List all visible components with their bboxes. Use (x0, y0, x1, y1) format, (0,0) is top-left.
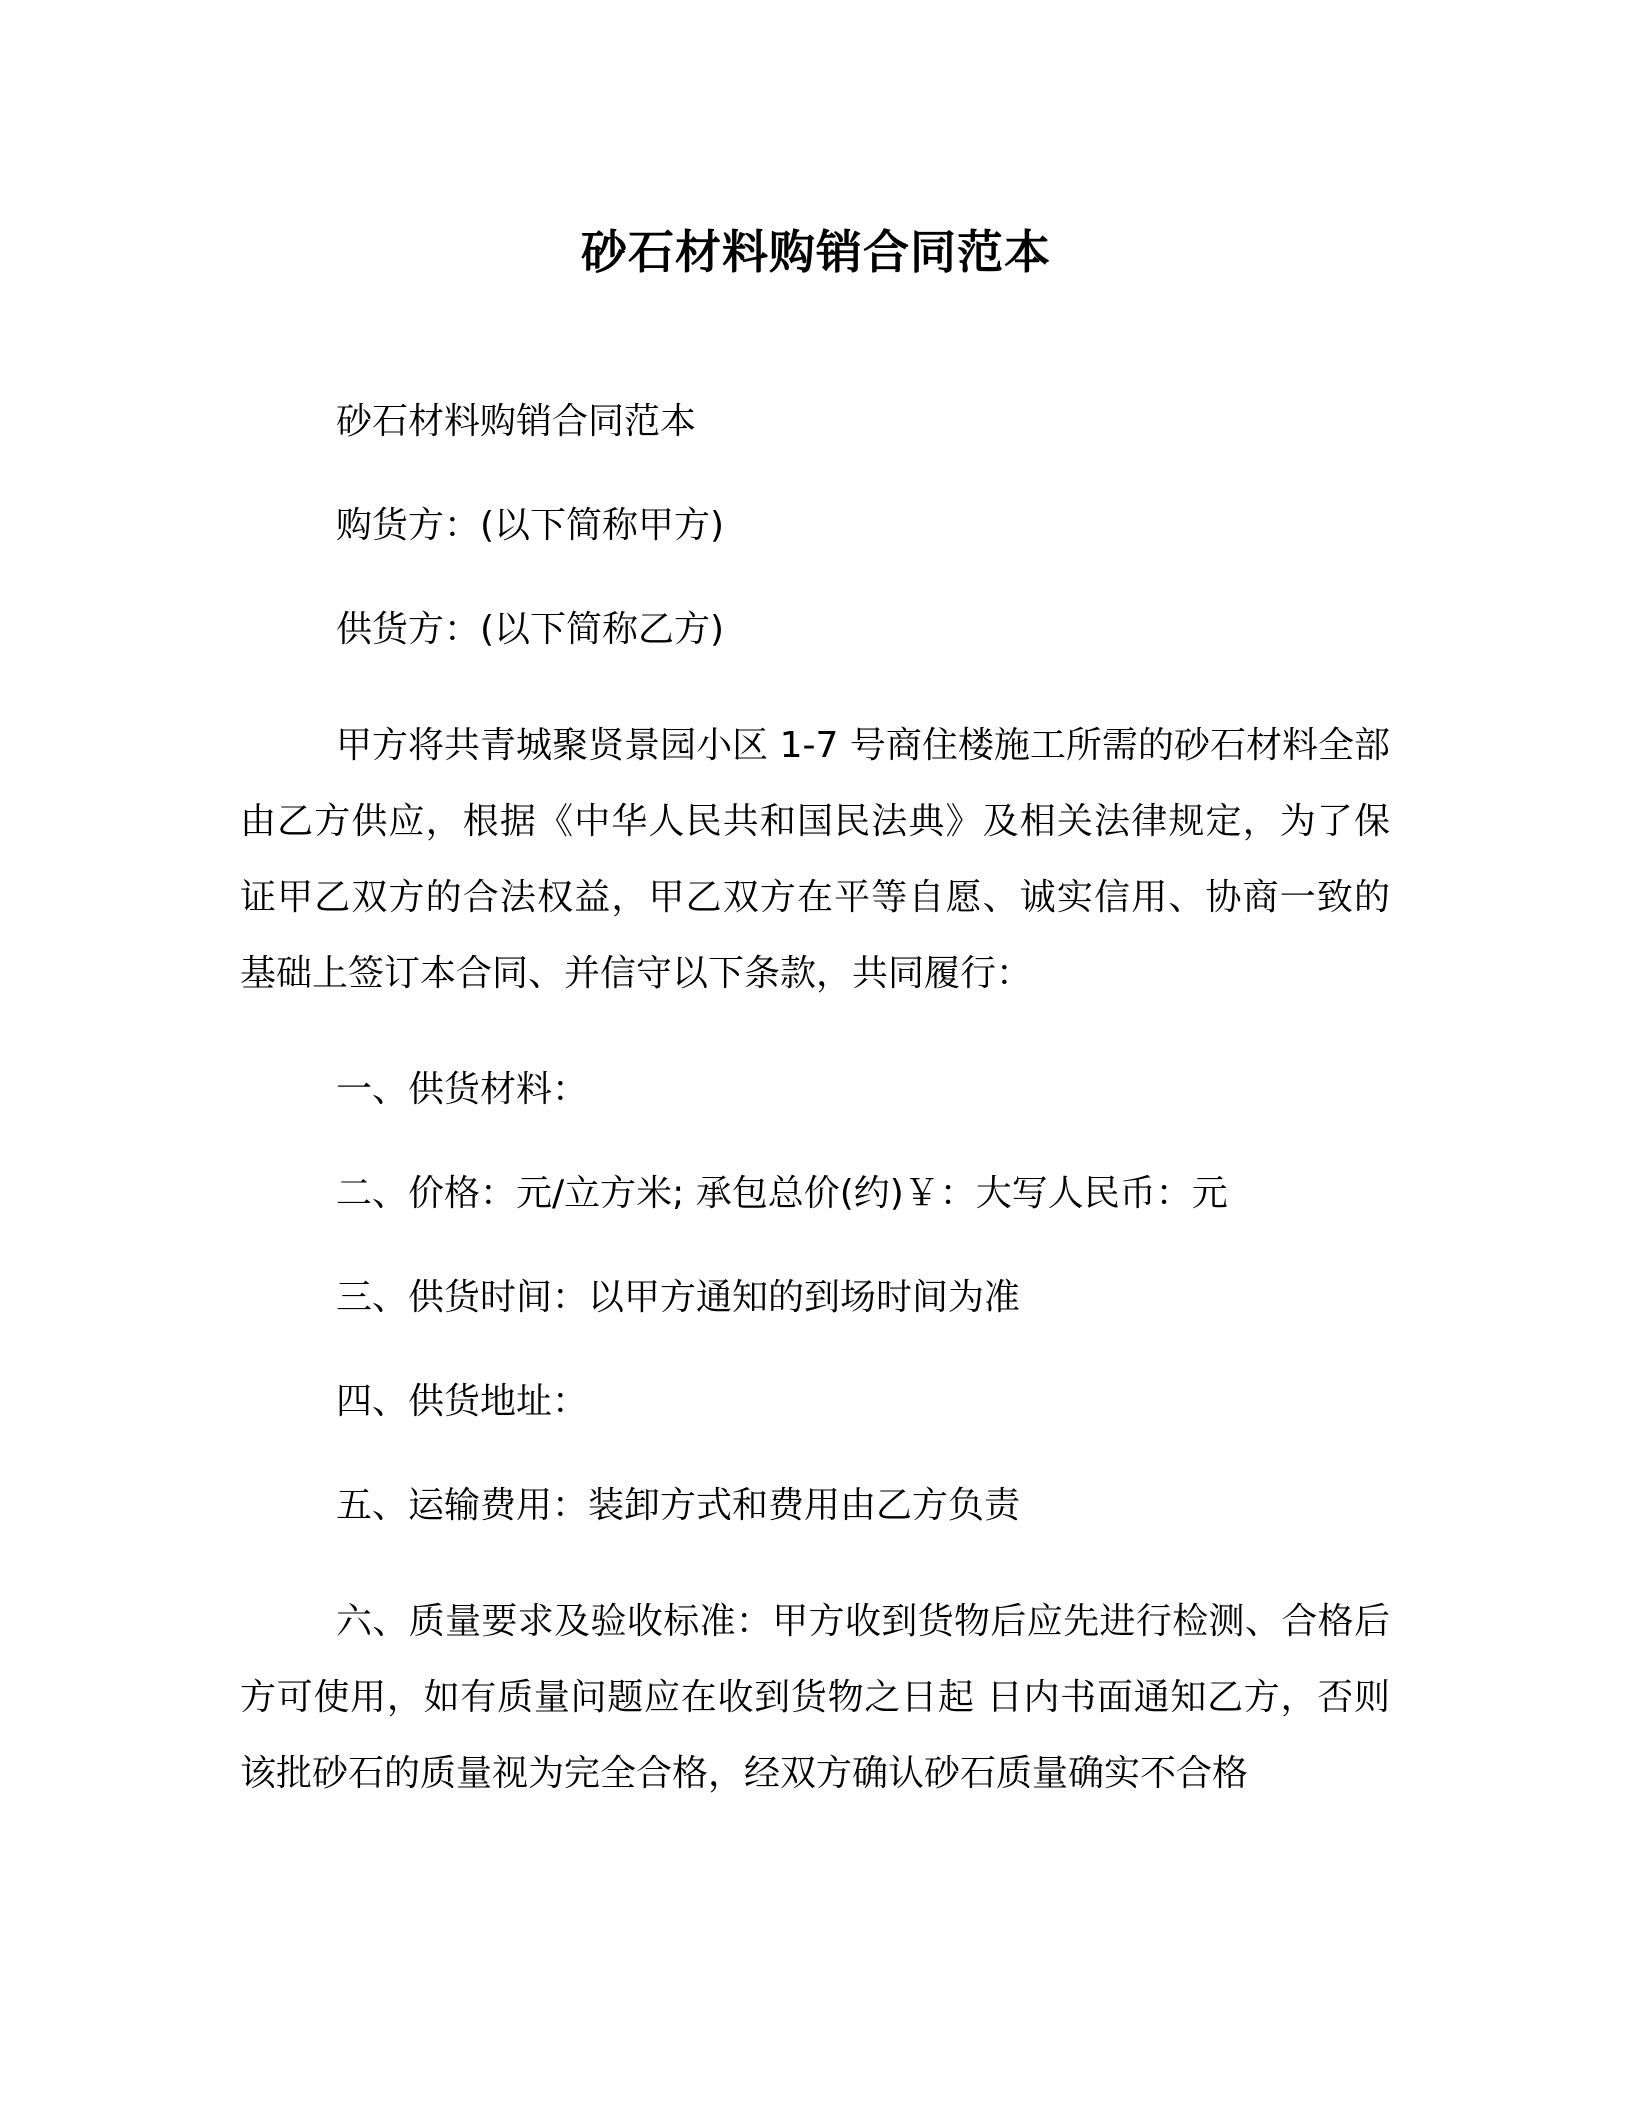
subtitle-line: 砂石材料购销合同范本 (336, 401, 697, 442)
document-body (240, 396, 1390, 1864)
clause-2: 二、价格：元/立方米; 承包总价(约)￥：大写人民币：元 (336, 1173, 1228, 1214)
intro-paragraph: 甲方将共青城聚贤景园小区 1-7 号商住楼施工所需的砂石材料全部由乙方供应，根据《中华人民共和国民法典》及相关法律规定，为了保证甲乙双方的合法权益，甲乙双方在平等自愿、诚实信用、协商一致的基础上签订本合同、并信守以下条款，共同履行： (240, 725, 1390, 994)
buyer-line: 购货方：(以下简称甲方) (336, 505, 725, 546)
clause-3: 三、供货时间：以甲方通知的到场时间为准 (336, 1277, 1021, 1318)
clause-4: 四、供货地址： (336, 1381, 589, 1422)
quality-paragraph: 六、质量要求及验收标准：甲方收到货物后应先进行检测、合格后方可使用，如有质量问题应在收到货物之日起 日内书面通知乙方，否则该批砂石的质量视为完全合格，经双方确认砂石质量确实不合格 (240, 1601, 1390, 1794)
clause-5: 五、运输费用：装卸方式和费用由乙方负责 (336, 1485, 1021, 1526)
clause-1: 一、供货材料： (336, 1069, 589, 1110)
document-title: 砂石材料购销合同范本 (581, 225, 1051, 279)
supplier-line: 供货方：(以下简称乙方) (336, 609, 725, 650)
